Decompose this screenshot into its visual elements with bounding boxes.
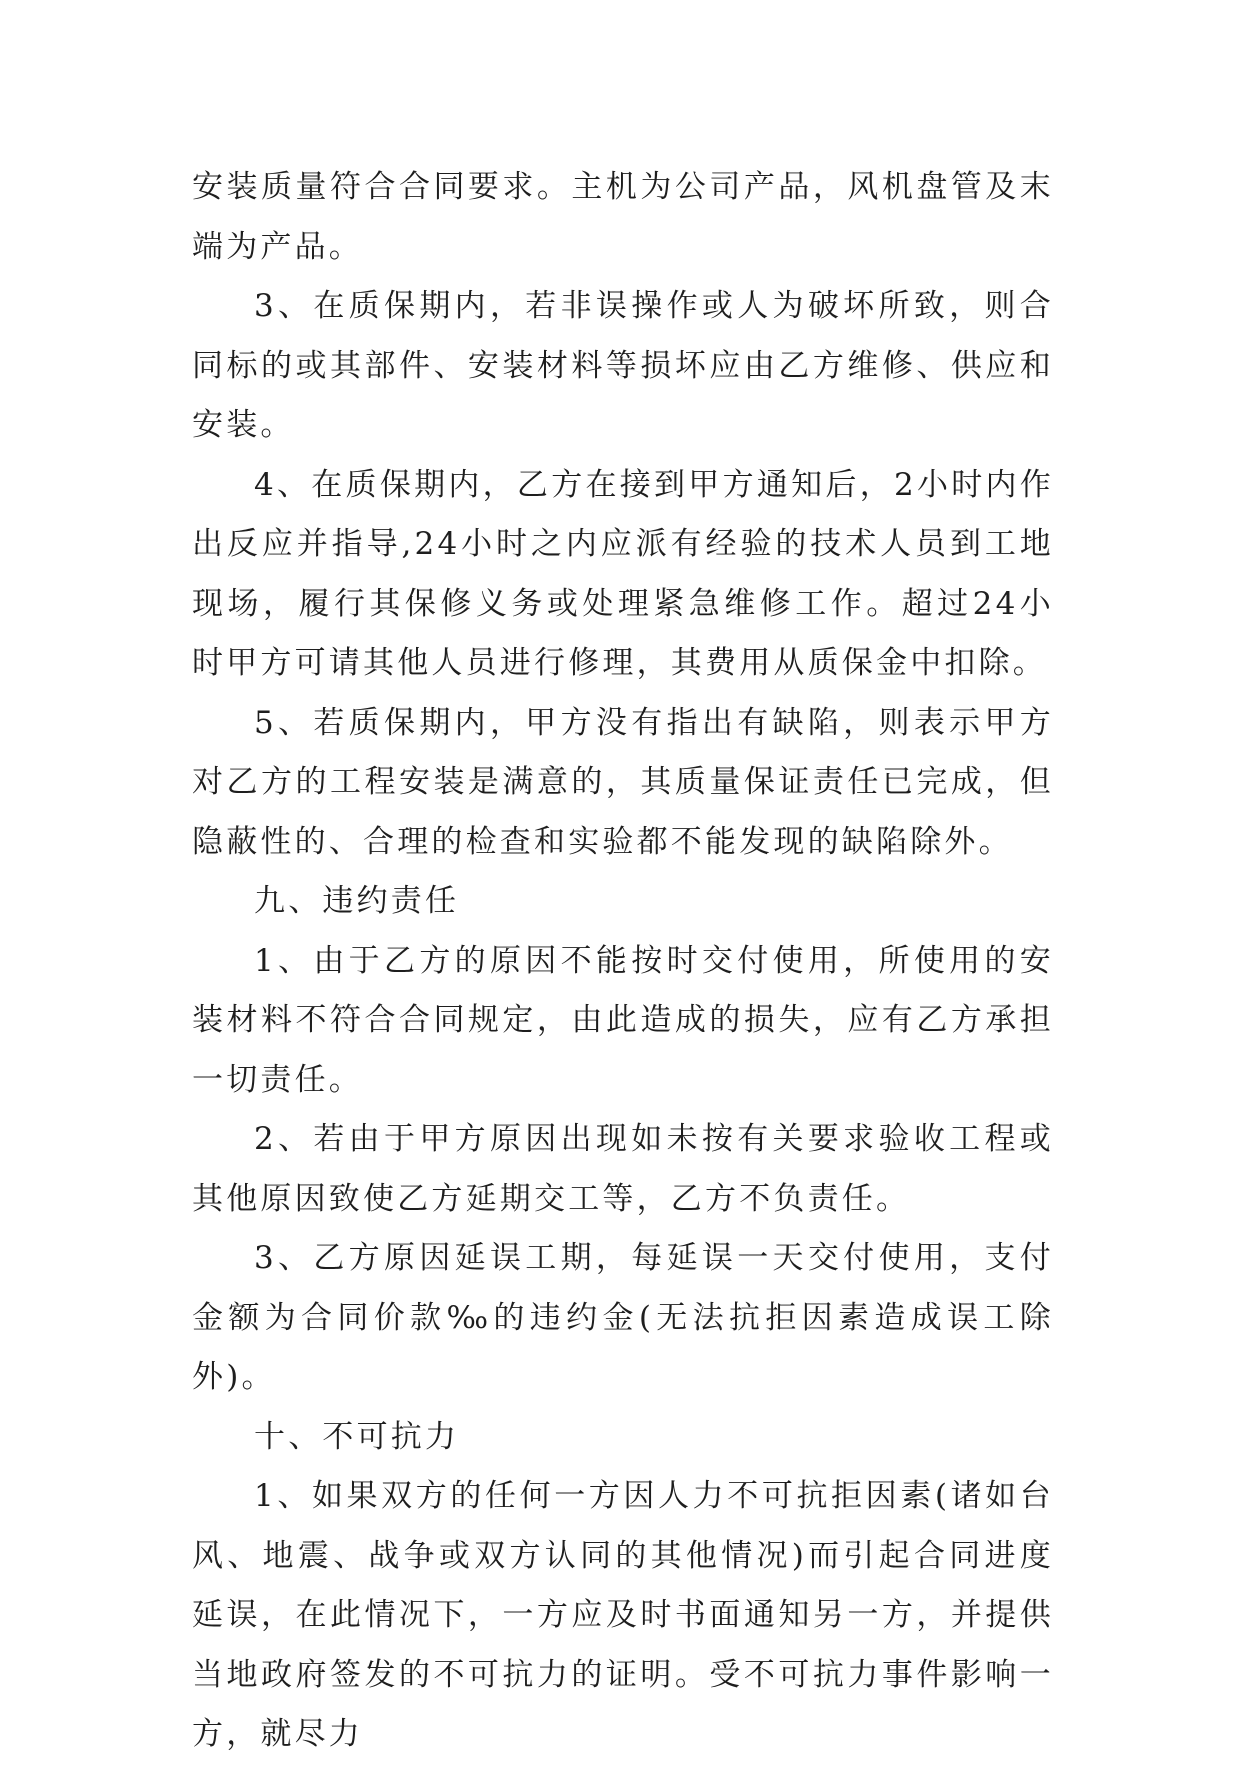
paragraph-clause-3-warranty-repair: 3、在质保期内，若非误操作或人为破坏所致，则合同标的或其部件、安装材料等损坏应由乙方维修、供应和安装。	[192, 288, 1054, 443]
paragraph-clause-5-defects: 5、若质保期内，甲方没有指出有缺陷，则表示甲方对乙方的工程安装是满意的，其质量保证责任已完成，但隐蔽性的、合理的检查和实验都不能发现的缺陷除外。	[192, 704, 1054, 860]
paragraph-breach-clause-1: 1、由于乙方的原因不能按时交付使用，所使用的安装材料不符合合同规定，由此造成的损失，应有乙方承担一切责任。	[192, 942, 1054, 1098]
paragraph-clause-4-response-time: 4、在质保期内，乙方在接到甲方通知后，2小时内作出反应并指导,24小时之内应派有经验的技术人员到工地现场，履行其保修义务或处理紧急维修工作。超过24小时甲方可请其他人员进行修理，其费用从质保金中扣除。	[192, 466, 1054, 681]
paragraph-force-majeure-clause-1: 1、如果双方的任何一方因人力不可抗拒因素(诸如台风、地震、战争或双方认同的其他情况)而引起合同进度延误，在此情况下，一方应及时书面通知另一方，并提供当地政府签发的不可抗力的证明。受不可抗力事件影响一方，就尽力	[192, 1478, 1054, 1752]
section-heading-breach-liability: 九、违约责任	[254, 883, 460, 919]
paragraph-breach-clause-2: 2、若由于甲方原因出现如未按有关要求验收工程或其他原因致使乙方延期交工等，乙方不负责任。	[192, 1121, 1054, 1217]
section-heading-force-majeure: 十、不可抗力	[254, 1418, 460, 1455]
paragraph-continuation: 安装质量符合合同要求。主机为公司产品，风机盘管及末端为产品。	[192, 169, 1054, 265]
document-body	[192, 158, 1054, 1765]
paragraph-breach-clause-3: 3、乙方原因延误工期，每延误一天交付使用，支付金额为合同价款‰的违约金(无法抗拒因素造成误工除外)。	[192, 1240, 1054, 1395]
